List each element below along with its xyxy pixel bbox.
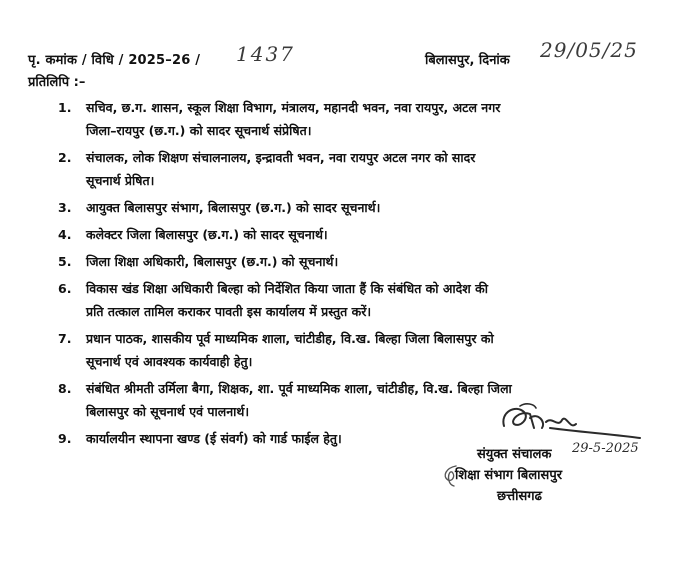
list-item-number: 6.: [58, 281, 72, 296]
list-item: [52, 223, 662, 246]
place-date-label: बिलासपुर, दिनांक: [425, 53, 510, 68]
list-item-text: कार्यालयीन स्थापना खण्ड (ई संवर्ग) को गार्ड फाईल हेतु।: [86, 431, 342, 446]
reference-number-handwritten: 1437: [236, 42, 295, 66]
list-item-text: आयुक्त बिलासपुर संभाग, बिलासपुर (छ.ग.) को सादर सूचनार्थ।: [86, 200, 381, 215]
list-item: [52, 277, 662, 323]
list-item-number: 2.: [58, 150, 72, 165]
list-item-number: 3.: [58, 200, 72, 215]
list-item-number: 8.: [58, 381, 72, 396]
list-item: [52, 196, 662, 219]
list-item: [52, 96, 662, 142]
signatory-office: शिक्षा संभाग बिलासपुर: [455, 468, 563, 483]
list-item-number: 5.: [58, 254, 72, 269]
reference-label: पृ. कमांक / विधि / 2025–26 /: [28, 53, 201, 68]
list-item-number: 4.: [58, 227, 72, 242]
copy-heading: प्रतिलिपि :–: [28, 75, 86, 90]
list-item: [52, 250, 662, 273]
signatory-block: [455, 444, 665, 507]
list-item-text: सचिव, छ.ग. शासन, स्कूल शिक्षा विभाग, मंत्रालय, महानदी भवन, नवा रायपुर, अटल नगर जिला–रायपुर (छ.ग.) को सादर सूचनार्थ संप्रेषित।: [86, 100, 501, 138]
list-item-text: कलेक्टर जिला बिलासपुर (छ.ग.) को सादर सूचनार्थ।: [86, 227, 328, 242]
list-item-text: विकास खंड शिक्षा अधिकारी बिल्हा को निर्देशित किया जाता हैं कि संबंधित को आदेश की प्रति तत्काल तामिल कराकर पावती इस कार्यालय में प्रस्तुत करें।: [86, 281, 488, 319]
list-item: [52, 146, 662, 192]
list-item: [52, 327, 662, 373]
list-item-text: संबंधित श्रीमती उर्मिला बैगा, शिक्षक, शा. पूर्व माध्यमिक शाला, चांटीडीह, वि.ख. बिल्हा जिला बिलासपुर को सूचनार्थ एवं पालनार्थ।: [86, 381, 512, 419]
signatory-state: छत्तीसगढ: [497, 489, 542, 504]
list-item-text: संचालक, लोक शिक्षण संचालनालय, इन्द्रावती भवन, नवा रायपुर अटल नगर को सादर सूचनार्थ प्रेषित।: [86, 150, 476, 188]
list-item-text: प्रधान पाठक, शासकीय पूर्व माध्यमिक शाला, चांटीडीह, वि.ख. बिल्हा जिला बिलासपुर को सूचनार्थ एवं आवश्यक कार्यवाही हेतु।: [86, 331, 494, 369]
list-item-number: 9.: [58, 431, 72, 446]
list-item-number: 7.: [58, 331, 72, 346]
signatory-title: संयुक्त संचालक: [477, 447, 552, 462]
list-item-number: 1.: [58, 100, 72, 115]
list-item-text: जिला शिक्षा अधिकारी, बिलासपुर (छ.ग.) को सूचनार्थ।: [86, 254, 339, 269]
signature-handwritten-date: 29-5-2025: [572, 441, 639, 456]
date-handwritten: 29/05/25: [540, 38, 638, 62]
